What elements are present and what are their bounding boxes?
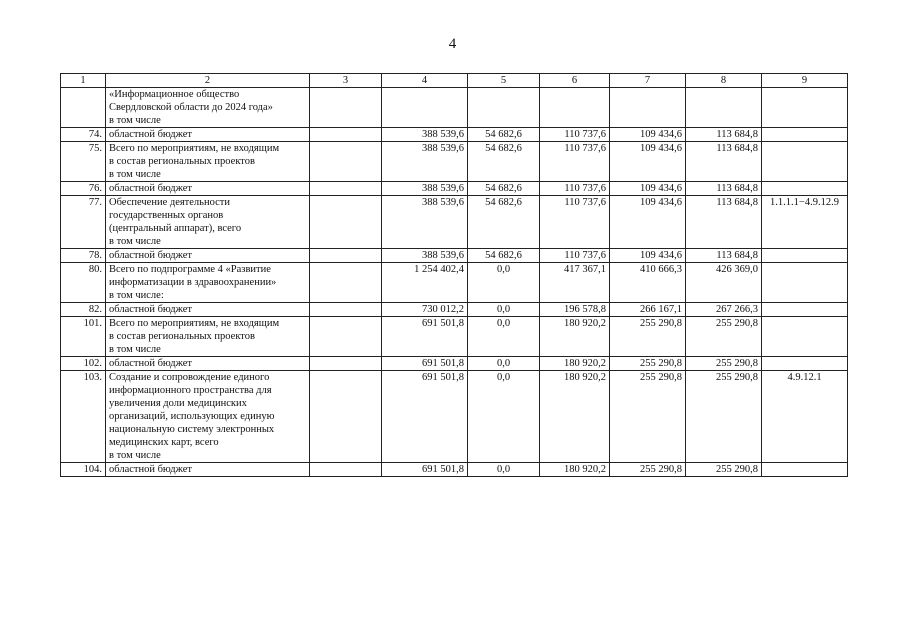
- row-name-line: в том числе:: [109, 290, 164, 301]
- row-name-cell: [106, 88, 310, 128]
- value-cell-c9: [762, 142, 848, 182]
- value-cell-c3: [310, 303, 382, 317]
- value-cell-c3: [310, 317, 382, 357]
- value-cell-c3: [310, 463, 382, 477]
- budget-table: [60, 73, 848, 477]
- value-cell-c6: [540, 88, 610, 128]
- value-cell-c7: 255 290,8: [610, 317, 686, 357]
- value-cell-c8: 113 684,8: [686, 142, 762, 182]
- value-cell-c7: [610, 88, 686, 128]
- value-cell-c8: 255 290,8: [686, 463, 762, 477]
- row-name-cell: [106, 142, 310, 182]
- row-number-cell: 78.: [61, 249, 106, 263]
- value-cell-c4: [382, 88, 468, 128]
- header-cell: 5: [468, 74, 540, 88]
- value-cell-c5: 0,0: [468, 357, 540, 371]
- value-cell-c5: 0,0: [468, 317, 540, 357]
- row-name-line: Свердловской области до 2024 года»: [109, 102, 273, 113]
- value-cell-c5: 54 682,6: [468, 142, 540, 182]
- value-cell-c4: 388 539,6: [382, 142, 468, 182]
- row-name-line: областной бюджет: [109, 129, 192, 140]
- row-name-line: информатизации в здравоохранении»: [109, 277, 277, 288]
- row-number-cell: 76.: [61, 182, 106, 196]
- value-cell-c7: 109 434,6: [610, 182, 686, 196]
- value-cell-c6: 110 737,6: [540, 128, 610, 142]
- row-name-line: областной бюджет: [109, 250, 192, 261]
- row-name-line: (центральный аппарат), всего: [109, 223, 242, 234]
- value-cell-c7: 410 666,3: [610, 263, 686, 303]
- value-cell-c7: 255 290,8: [610, 371, 686, 463]
- value-cell-c9: [762, 463, 848, 477]
- value-cell-c3: [310, 357, 382, 371]
- value-cell-c6: 180 920,2: [540, 357, 610, 371]
- header-cell: 3: [310, 74, 382, 88]
- value-cell-c3: [310, 142, 382, 182]
- value-cell-c3: [310, 88, 382, 128]
- row-name-cell: [106, 128, 310, 142]
- value-cell-c9: [762, 88, 848, 128]
- row-name-line: областной бюджет: [109, 464, 192, 475]
- row-number-cell: 80.: [61, 263, 106, 303]
- value-cell-c5: 54 682,6: [468, 196, 540, 249]
- row-name-line: Всего по мероприятиям, не входящим: [109, 318, 280, 329]
- row-name-line: областной бюджет: [109, 183, 192, 194]
- value-cell-c9: [762, 249, 848, 263]
- value-cell-c8: 255 290,8: [686, 317, 762, 357]
- table-row: [61, 463, 848, 477]
- value-cell-c5: 54 682,6: [468, 128, 540, 142]
- row-number-cell: 104.: [61, 463, 106, 477]
- value-cell-c6: 110 737,6: [540, 249, 610, 263]
- row-name-line: Обеспечение деятельности: [109, 197, 230, 208]
- value-cell-c9: [762, 263, 848, 303]
- header-cell: 6: [540, 74, 610, 88]
- value-cell-c4: 388 539,6: [382, 196, 468, 249]
- value-cell-c6: 196 578,8: [540, 303, 610, 317]
- row-name-line: в состав региональных проектов: [109, 156, 255, 167]
- value-cell-c8: 255 290,8: [686, 357, 762, 371]
- table-body: [61, 88, 848, 477]
- value-cell-c6: 110 737,6: [540, 182, 610, 196]
- row-number-cell: 75.: [61, 142, 106, 182]
- value-cell-c5: 0,0: [468, 303, 540, 317]
- row-name-cell: [106, 196, 310, 249]
- row-number-cell: 74.: [61, 128, 106, 142]
- value-cell-c6: 180 920,2: [540, 371, 610, 463]
- row-number-cell: 101.: [61, 317, 106, 357]
- table-row: [61, 88, 848, 128]
- table-row: [61, 303, 848, 317]
- value-cell-c8: 113 684,8: [686, 249, 762, 263]
- value-cell-c8: 426 369,0: [686, 263, 762, 303]
- value-cell-c3: [310, 249, 382, 263]
- value-cell-c3: [310, 182, 382, 196]
- row-number-cell: [61, 88, 106, 128]
- row-name-line: в том числе: [109, 115, 161, 126]
- value-cell-c4: 388 539,6: [382, 249, 468, 263]
- value-cell-c7: 109 434,6: [610, 128, 686, 142]
- value-cell-c9: [762, 182, 848, 196]
- row-name-line: информационного пространства для: [109, 385, 272, 396]
- table-row: [61, 263, 848, 303]
- value-cell-c7: 109 434,6: [610, 249, 686, 263]
- row-number-cell: 82.: [61, 303, 106, 317]
- table-row: [61, 249, 848, 263]
- value-cell-c8: [686, 88, 762, 128]
- row-number-cell: 77.: [61, 196, 106, 249]
- value-cell-c7: 255 290,8: [610, 463, 686, 477]
- value-cell-c6: 180 920,2: [540, 463, 610, 477]
- header-row: [61, 74, 848, 88]
- value-cell-c6: 180 920,2: [540, 317, 610, 357]
- row-name-line: Всего по подпрограмме 4 «Развитие: [109, 264, 271, 275]
- row-name-line: государственных органов: [109, 210, 224, 221]
- row-name-cell: [106, 357, 310, 371]
- header-cell: 4: [382, 74, 468, 88]
- value-cell-c8: 113 684,8: [686, 196, 762, 249]
- row-name-line: в том числе: [109, 344, 161, 355]
- table-row: [61, 371, 848, 463]
- row-name-line: Всего по мероприятиям, не входящим: [109, 143, 280, 154]
- row-name-line: в том числе: [109, 236, 161, 247]
- value-cell-c4: 691 501,8: [382, 463, 468, 477]
- row-name-cell: [106, 182, 310, 196]
- row-number-cell: 103.: [61, 371, 106, 463]
- table-row: [61, 196, 848, 249]
- page-number: 4: [448, 36, 457, 52]
- table-row: [61, 317, 848, 357]
- value-cell-c7: 109 434,6: [610, 142, 686, 182]
- header-cell: 9: [762, 74, 848, 88]
- value-cell-c7: 266 167,1: [610, 303, 686, 317]
- header-cell: 1: [61, 74, 106, 88]
- value-cell-c4: 388 539,6: [382, 182, 468, 196]
- value-cell-c5: 0,0: [468, 371, 540, 463]
- value-cell-c3: [310, 263, 382, 303]
- row-name-line: в том числе: [109, 450, 161, 461]
- value-cell-c4: 691 501,8: [382, 371, 468, 463]
- value-cell-c3: [310, 371, 382, 463]
- table-row: [61, 182, 848, 196]
- row-name-line: в том числе: [109, 169, 161, 180]
- value-cell-c6: 417 367,1: [540, 263, 610, 303]
- value-cell-c4: 691 501,8: [382, 317, 468, 357]
- value-cell-c6: 110 737,6: [540, 196, 610, 249]
- row-name-line: организаций, использующих единую: [109, 411, 275, 422]
- header-cell: 7: [610, 74, 686, 88]
- value-cell-c4: 388 539,6: [382, 128, 468, 142]
- row-name-cell: [106, 303, 310, 317]
- value-cell-c4: 730 012,2: [382, 303, 468, 317]
- value-cell-c9: [762, 357, 848, 371]
- value-cell-c4: 691 501,8: [382, 357, 468, 371]
- row-number-cell: 102.: [61, 357, 106, 371]
- header-cell: 2: [106, 74, 310, 88]
- value-cell-c9: 1.1.1.1−4.9.12.9: [762, 196, 848, 249]
- value-cell-c8: 267 266,3: [686, 303, 762, 317]
- row-name-cell: [106, 249, 310, 263]
- value-cell-c8: 255 290,8: [686, 371, 762, 463]
- value-cell-c5: 0,0: [468, 463, 540, 477]
- value-cell-c3: [310, 196, 382, 249]
- row-name-line: в состав региональных проектов: [109, 331, 255, 342]
- value-cell-c9: [762, 317, 848, 357]
- header-cell: 8: [686, 74, 762, 88]
- row-name-cell: [106, 317, 310, 357]
- table-row: [61, 142, 848, 182]
- row-name-line: областной бюджет: [109, 358, 192, 369]
- value-cell-c8: 113 684,8: [686, 182, 762, 196]
- row-name-cell: [106, 371, 310, 463]
- row-name-line: областной бюджет: [109, 304, 192, 315]
- value-cell-c5: 54 682,6: [468, 249, 540, 263]
- row-name-line: национальную систему электронных: [109, 424, 275, 435]
- table-row: [61, 128, 848, 142]
- value-cell-c5: 0,0: [468, 263, 540, 303]
- row-name-cell: [106, 463, 310, 477]
- value-cell-c4: 1 254 402,4: [382, 263, 468, 303]
- row-name-cell: [106, 263, 310, 303]
- value-cell-c9: [762, 303, 848, 317]
- value-cell-c7: 109 434,6: [610, 196, 686, 249]
- value-cell-c5: 54 682,6: [468, 182, 540, 196]
- table-row: [61, 357, 848, 371]
- value-cell-c5: [468, 88, 540, 128]
- row-name-line: увеличения доли медицинских: [109, 398, 247, 409]
- value-cell-c3: [310, 128, 382, 142]
- value-cell-c6: 110 737,6: [540, 142, 610, 182]
- row-name-line: Создание и сопровождение единого: [109, 372, 270, 383]
- row-name-line: «Информационное общество: [109, 89, 240, 100]
- row-name-line: медицинских карт, всего: [109, 437, 219, 448]
- value-cell-c8: 113 684,8: [686, 128, 762, 142]
- value-cell-c7: 255 290,8: [610, 357, 686, 371]
- value-cell-c9: [762, 128, 848, 142]
- value-cell-c9: 4.9.12.1: [762, 371, 848, 463]
